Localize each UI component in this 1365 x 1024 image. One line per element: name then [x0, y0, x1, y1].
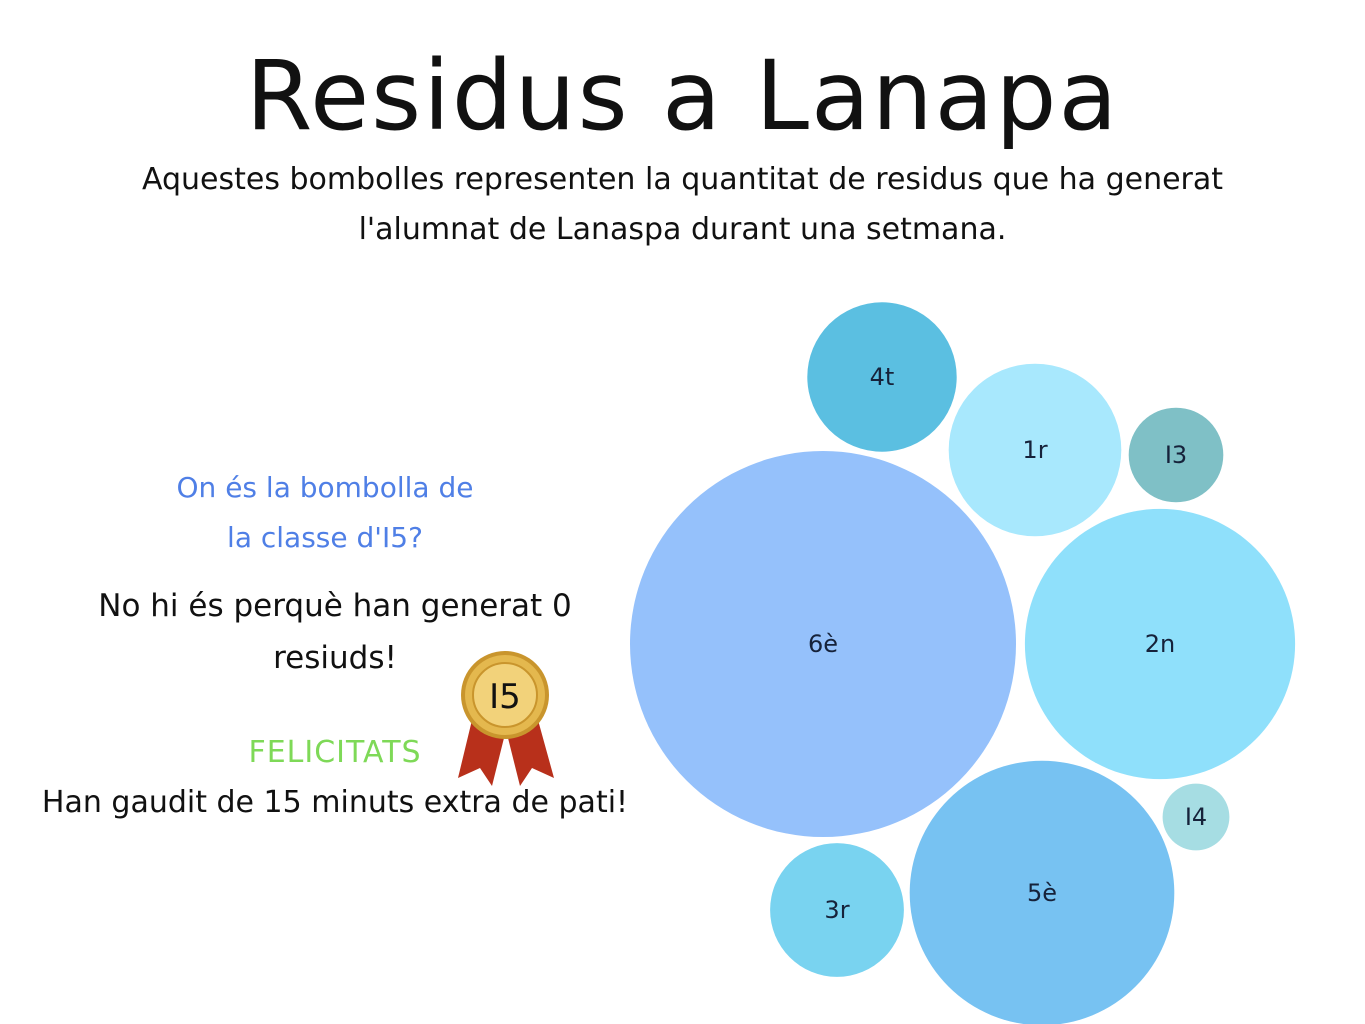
bubble-3 — [949, 364, 1122, 537]
bubble-label: 2n — [1144, 630, 1176, 658]
bubble-4 — [807, 302, 956, 451]
bubble-2 — [910, 761, 1175, 1024]
bubble-label: I4 — [1184, 803, 1208, 831]
felicitats-text: FELICITATS — [248, 735, 422, 770]
page-subtitle: Aquestes bombolles representen la quantitat de residus que ha generat l'alumnat de Lanaspa durant una setmana. — [141, 162, 1224, 247]
bubble-label: 5è — [1026, 879, 1058, 907]
bubble-1 — [1025, 509, 1295, 779]
bubble-5 — [770, 843, 904, 977]
bubble-label: 4t — [869, 363, 895, 391]
bubble-label: 3r — [824, 896, 850, 924]
bubble-7 — [1163, 784, 1230, 851]
page-title: Residus a Lanapa — [245, 40, 1120, 152]
bubble-6 — [1129, 408, 1224, 503]
medal-number: I5 — [489, 677, 521, 717]
bubble-label: I3 — [1164, 441, 1188, 469]
bubble-label: 6è — [807, 630, 839, 658]
question-line-1: On és la bombolla de — [176, 471, 474, 504]
answer-text: No hi és perquè han generat 0 resiuds! — [98, 588, 572, 676]
bubble-0 — [630, 451, 1016, 837]
reward-text: Han gaudit de 15 minuts extra de pati! — [41, 785, 629, 820]
bubble-label: 1r — [1022, 436, 1048, 464]
question-line-2: la classe d'I5? — [227, 521, 423, 554]
